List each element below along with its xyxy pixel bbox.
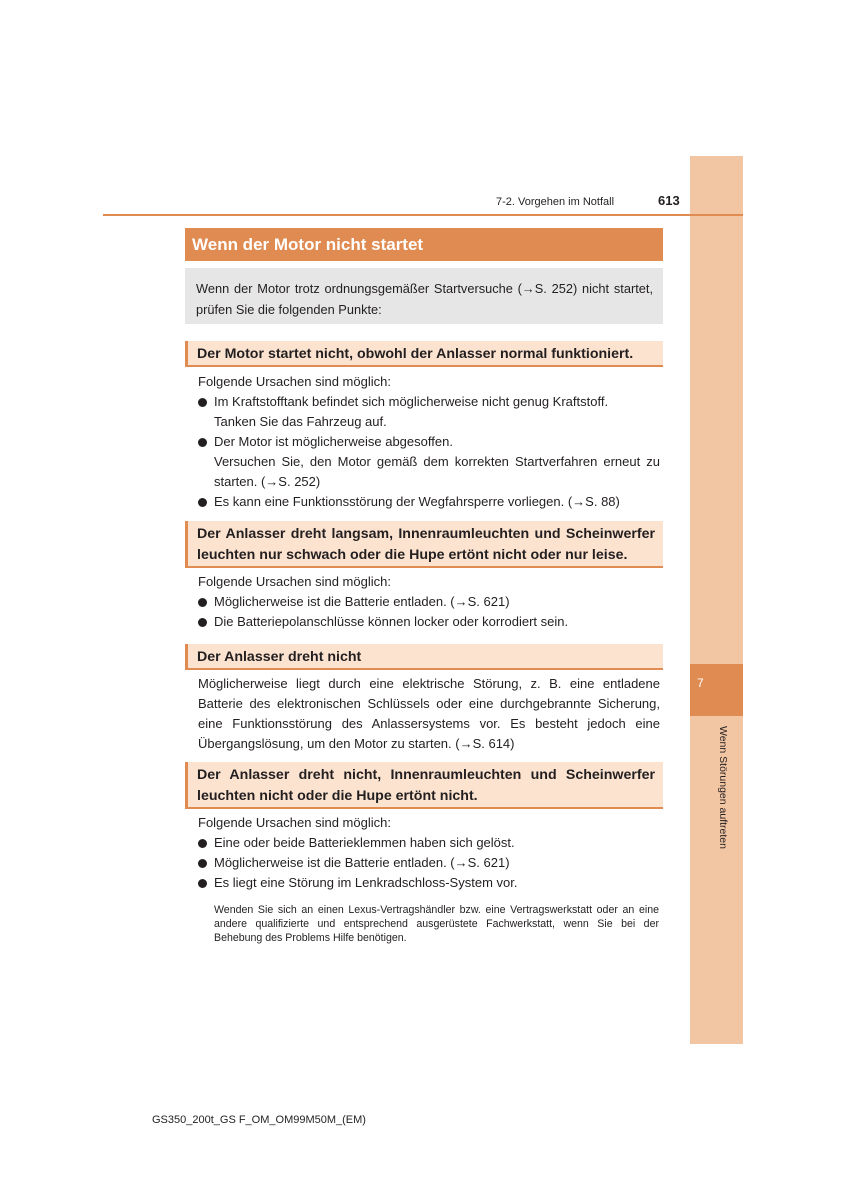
section-heading-1: Der Motor startet nicht, obwohl der Anlasser normal funktioniert.	[185, 341, 663, 367]
list-item-text: Es liegt eine Störung im Lenkradschloss-System vor.	[214, 875, 518, 890]
list-item-text: Es kann eine Funktionsstörung der Wegfahrsperre vorliegen. (→S. 88)	[214, 494, 620, 509]
section-body-4	[198, 813, 660, 893]
chapter-number: 7	[697, 676, 704, 690]
note-text: Wenden Sie sich an einen Lexus-Vertragshändler bzw. eine Vertragswerkstatt oder an eine andere qualifizierte und entsprechend ausgerüstete Fachwerkstatt, wenn Sie bei der Behebung des Problems Hilfe benötigen.	[214, 904, 659, 944]
list-item-subtext: Tanken Sie das Fahrzeug auf.	[214, 414, 387, 429]
section-lead: Folgende Ursachen sind möglich:	[198, 574, 391, 589]
list-item	[198, 592, 660, 612]
chapter-title: Wenn Störungen auftreten	[717, 726, 729, 849]
list-item	[198, 873, 660, 893]
section-lead: Folgende Ursachen sind möglich:	[198, 815, 391, 830]
section-body-3	[198, 674, 660, 754]
chapter-side-tab	[690, 156, 743, 1044]
section-paragraph: Möglicherweise liegt durch eine elektrische Störung, z. B. eine entladene Batterie des elektronischen Schlüssels oder eine durchgebrannte Sicherung, eine Funktionsstörung des Anlassersystems vor. Es besteht jedoch eine Übergangslösung, um den Motor zu starten. (→S. 614)	[198, 676, 660, 751]
intro-box: Wenn der Motor trotz ordnungsgemäßer Startversuche (→S. 252) nicht startet, prüfen Sie die folgenden Punkte:	[185, 268, 663, 324]
list-item-text: Im Kraftstofftank befindet sich möglicherweise nicht genug Kraftstoff.	[214, 394, 609, 409]
section-heading-2: Der Anlasser dreht langsam, Innenraumleuchten und Scheinwerfer leuchten nur schwach oder die Hupe ertönt nicht oder nur leise.	[185, 521, 663, 568]
bullet-icon	[198, 598, 207, 607]
chapter-tab-active[interactable]	[690, 664, 743, 716]
list-item	[198, 392, 660, 432]
section-heading-4: Der Anlasser dreht nicht, Innenraumleuchten und Scheinwerfer leuchten nicht oder die Hupe ertönt nicht.	[185, 762, 663, 809]
list-item	[198, 853, 660, 873]
bullet-icon	[198, 398, 207, 407]
bullet-icon	[198, 859, 207, 868]
bullet-icon	[198, 839, 207, 848]
list-item-text: Eine oder beide Batterieklemmen haben sich gelöst.	[214, 835, 515, 850]
bullet-icon	[198, 618, 207, 627]
running-header-section: 7-2. Vorgehen im Notfall	[496, 196, 615, 208]
page-number: 613	[658, 193, 680, 208]
section-body-1	[198, 372, 660, 512]
document-code-footer: GS350_200t_GS F_OM_OM99M50M_(EM)	[152, 1114, 366, 1126]
list-item-subtext: Versuchen Sie, den Motor gemäß dem korrekten Startverfahren erneut zu starten. (→S. 252)	[214, 454, 660, 489]
list-item-text: Möglicherweise ist die Batterie entladen. (→S. 621)	[214, 594, 510, 609]
list-item	[198, 492, 660, 512]
list-item	[198, 432, 660, 492]
bullet-icon	[198, 498, 207, 507]
section-lead: Folgende Ursachen sind möglich:	[198, 374, 391, 389]
page-title: Wenn der Motor nicht startet	[185, 228, 663, 261]
list-item-text: Der Motor ist möglicherweise abgesoffen.	[214, 434, 453, 449]
list-item	[198, 833, 660, 853]
bullet-icon	[198, 879, 207, 888]
list-item	[198, 612, 660, 632]
section-heading-3: Der Anlasser dreht nicht	[185, 644, 663, 670]
list-item-text: Die Batteriepolanschlüsse können locker oder korrodiert sein.	[214, 614, 569, 629]
section-body-2	[198, 572, 660, 632]
header-rule	[103, 214, 743, 216]
list-item-text: Möglicherweise ist die Batterie entladen. (→S. 621)	[214, 855, 510, 870]
bullet-icon	[198, 438, 207, 447]
